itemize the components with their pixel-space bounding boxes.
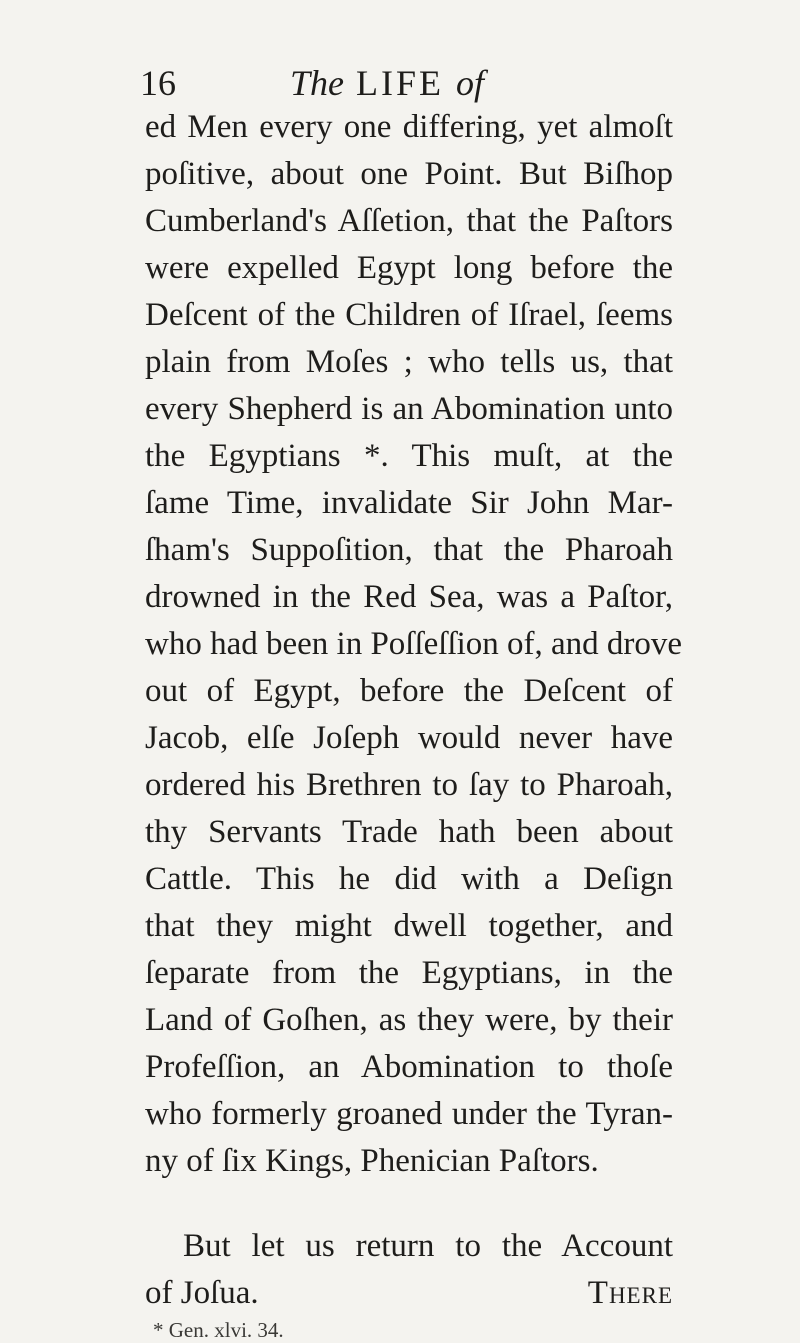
text-line: drowned in the Red Sea, was a Paſtor, bbox=[145, 579, 673, 615]
catchword-line bbox=[145, 1270, 673, 1317]
running-title-main: LIFE bbox=[356, 63, 444, 103]
text-line: ſame Time, invalidate Sir John Mar- bbox=[145, 485, 673, 521]
text-line: who formerly groaned under the Tyran- bbox=[145, 1096, 673, 1132]
text-line: were expelled Egypt long before the bbox=[145, 250, 673, 286]
text-line: Cattle. This he did with a Deſign bbox=[145, 861, 673, 897]
text-line: ed Men every one differing, yet almoſt bbox=[145, 109, 673, 145]
text-line-end: of Joſua. bbox=[145, 1275, 259, 1311]
running-title-post: of bbox=[456, 63, 485, 103]
text-line: who had been in Poſſeſſion of, and drove bbox=[145, 626, 683, 662]
text-line: plain from Moſes ; who tells us, that bbox=[145, 344, 673, 380]
text-line: poſitive, about one Point. But Biſhop bbox=[145, 156, 673, 192]
text-line: Jacob, elſe Joſeph would never have bbox=[145, 720, 673, 756]
running-title bbox=[290, 62, 484, 104]
text-line: ny of ſix Kings, Phenician Paſtors. bbox=[145, 1143, 599, 1179]
page-header bbox=[0, 58, 800, 108]
text-line: Profeſſion, an Abomination to thoſe bbox=[145, 1049, 673, 1085]
paragraph-gap bbox=[145, 1185, 673, 1223]
footnote: * Gen. xlvi. 34. bbox=[153, 1318, 284, 1342]
text-line: ſeparate from the Egyptians, in the bbox=[145, 955, 673, 991]
page-number: 16 bbox=[140, 63, 176, 103]
body-text bbox=[145, 104, 683, 1343]
text-line: ſham's Suppoſition, that the Pharoah bbox=[145, 532, 673, 568]
text-line: that they might dwell together, and bbox=[145, 908, 673, 944]
text-line: thy Servants Trade hath been about bbox=[145, 814, 673, 850]
text-line: Cumberland's Aſſetion, that the Paſtors bbox=[145, 203, 673, 239]
text-line: Deſcent of the Children of Iſrael, ſeems bbox=[145, 297, 673, 333]
text-line: every Shepherd is an Abomination unto bbox=[145, 391, 673, 427]
text-line: the Egyptians *. This muſt, at the bbox=[145, 438, 673, 474]
catchword: There bbox=[587, 1275, 673, 1311]
text-line: Land of Goſhen, as they were, by their bbox=[145, 1002, 673, 1038]
paragraph-opening-line: But let us return to the Account bbox=[183, 1228, 673, 1264]
running-title-pre: The bbox=[290, 63, 344, 103]
text-line: ordered his Brethren to ſay to Pharoah, bbox=[145, 767, 673, 803]
text-line: out of Egypt, before the Deſcent of bbox=[145, 673, 673, 709]
